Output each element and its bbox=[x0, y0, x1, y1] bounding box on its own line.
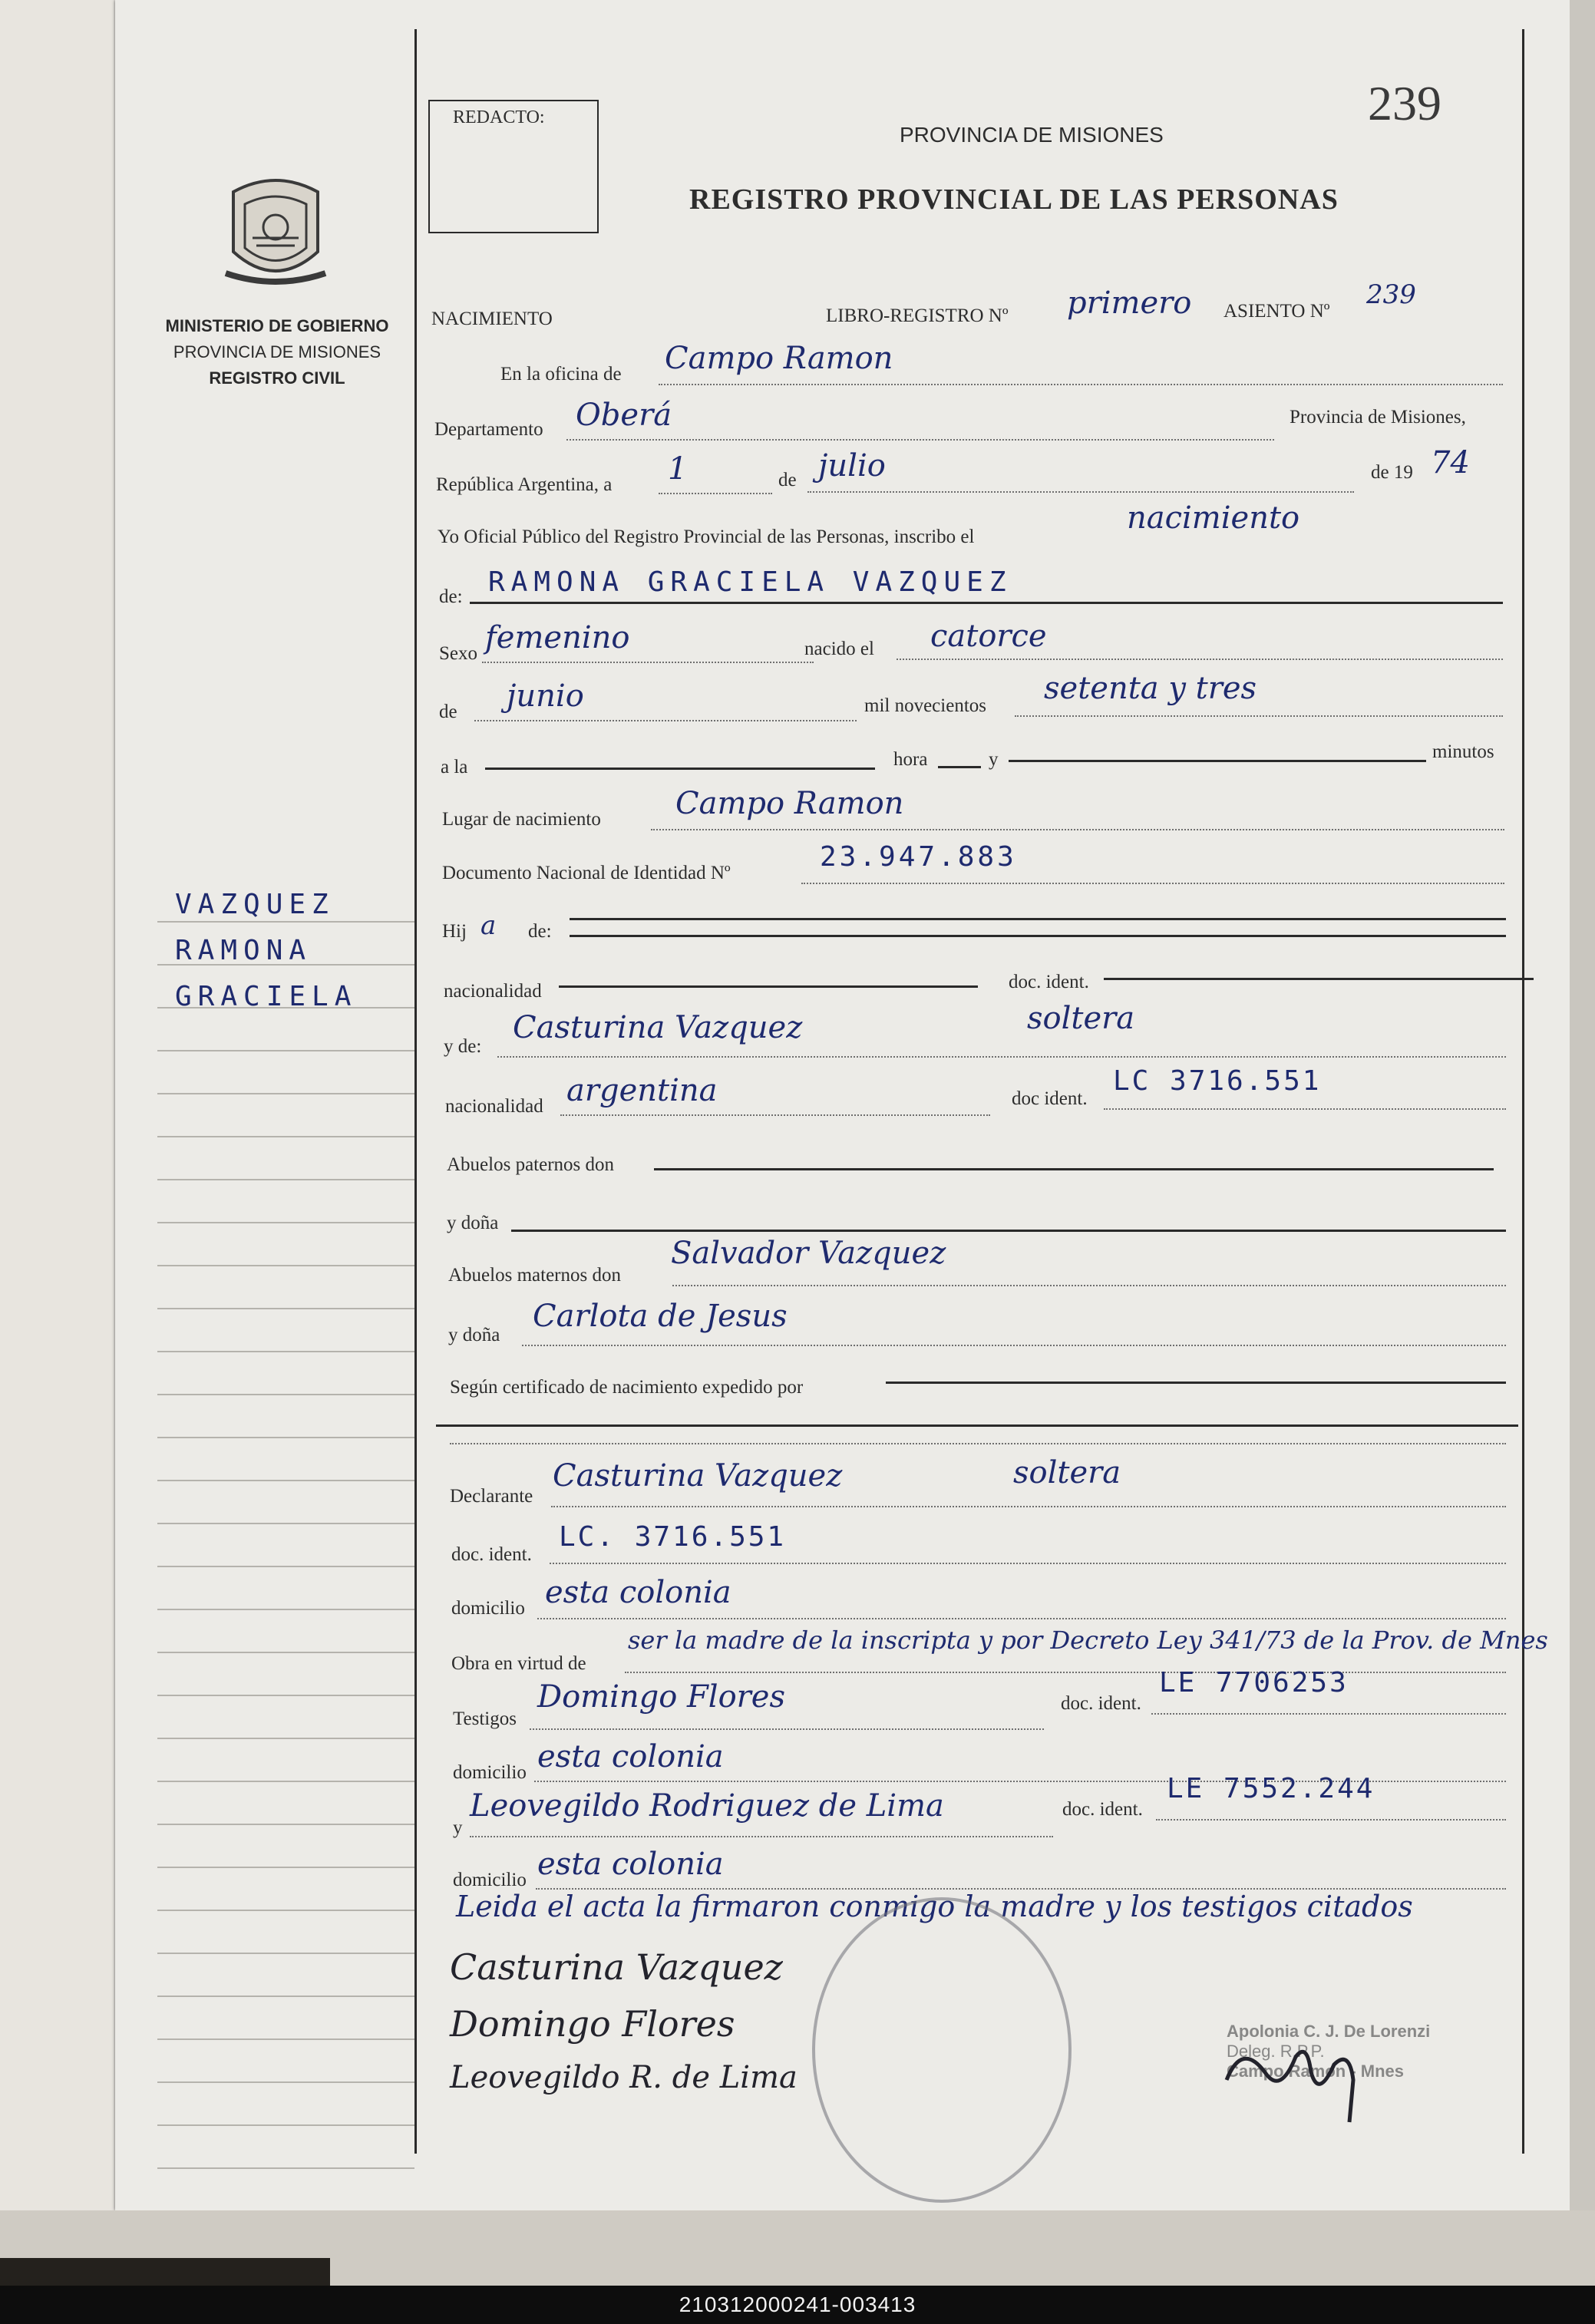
redacto-box bbox=[428, 100, 599, 233]
oficina-label: En la oficina de bbox=[500, 364, 622, 385]
obra-label: Obra en virtud de bbox=[451, 1653, 586, 1674]
de-mes-label: de bbox=[439, 701, 457, 722]
dia-value: 1 bbox=[668, 451, 688, 487]
margin-ruled-line bbox=[157, 1738, 414, 1739]
abuelo-materno-value: Salvador Vazquez bbox=[671, 1236, 946, 1271]
margin-ruled-line bbox=[157, 1394, 414, 1395]
margin-ruled-line bbox=[157, 2167, 414, 2169]
y-label: y bbox=[989, 749, 999, 770]
doc-ident-declarante-label: doc. ident. bbox=[451, 1544, 532, 1565]
misiones-coat-of-arms-icon bbox=[218, 175, 333, 296]
margin-ruled-line bbox=[157, 1953, 414, 1954]
page-number: 239 bbox=[1368, 76, 1441, 130]
minutos-label: minutos bbox=[1432, 741, 1494, 762]
margin-ruled-line bbox=[157, 1652, 414, 1653]
margin-ruled-line bbox=[157, 1695, 414, 1696]
firma-testigo2: Leovegildo R. de Lima bbox=[450, 2060, 798, 2095]
margin-ruled-line bbox=[157, 2081, 414, 2083]
official-title: Deleg. R.P.P. bbox=[1227, 2042, 1325, 2061]
doc-ident-testigo2-value: LE 7552.244 bbox=[1167, 1773, 1375, 1804]
nacido-label: nacido el bbox=[804, 639, 874, 659]
madre-estado-value: soltera bbox=[1027, 1001, 1135, 1036]
image-caption: 210312000241-003413 bbox=[0, 2286, 1595, 2324]
margin-ruled-line bbox=[157, 1265, 414, 1266]
republica-label: República Argentina, a bbox=[436, 474, 613, 495]
testigo1-value: Domingo Flores bbox=[537, 1679, 785, 1715]
facing-left-page bbox=[0, 0, 129, 2256]
nacionalidad-madre-value: argentina bbox=[566, 1073, 718, 1108]
madre-value: Casturina Vazquez bbox=[513, 1010, 803, 1045]
official-name: Apolonia C. J. De Lorenzi bbox=[1227, 2022, 1431, 2041]
abuelos-paternos-label: Abuelos paternos don bbox=[447, 1154, 615, 1175]
doc-ident-testigo1-value: LE 7706253 bbox=[1159, 1667, 1349, 1698]
nombre-value: RAMONA GRACIELA VAZQUEZ bbox=[488, 566, 1012, 598]
nacionalidad-madre-label: nacionalidad bbox=[445, 1096, 543, 1117]
doc-ident-declarante-value: LC. 3716.551 bbox=[559, 1521, 787, 1553]
margin-ruled-line bbox=[157, 1824, 414, 1825]
official-place: Campo Ramon - Mnes bbox=[1227, 2062, 1405, 2081]
nacido-value: catorce bbox=[930, 619, 1047, 654]
asiento-value: 239 bbox=[1366, 279, 1416, 310]
obra-value: ser la madre de la inscripta y por Decreto Ley 341/73 de la Prov. de Mnes bbox=[628, 1626, 1548, 1655]
registry-heading: REGISTRO PROVINCIAL DE LAS PERSONAS bbox=[689, 183, 1339, 216]
oficina-value: Campo Ramon bbox=[665, 341, 893, 376]
margin-ruled-line bbox=[157, 1867, 414, 1868]
doc-ident-testigo2-label: doc. ident. bbox=[1062, 1799, 1143, 1820]
domicilio-testigo1-value: esta colonia bbox=[537, 1739, 724, 1774]
margin-ruled-line bbox=[157, 1480, 414, 1481]
hora-label: hora bbox=[893, 749, 928, 770]
doc-ident-label: doc. ident. bbox=[1009, 972, 1089, 992]
y-dona-materna-label: y doña bbox=[448, 1325, 500, 1345]
margin-ruled-line bbox=[157, 1136, 414, 1137]
province-line: PROVINCIA DE MISIONES bbox=[173, 342, 381, 361]
testigo2-value: Leovegildo Rodriguez de Lima bbox=[470, 1788, 944, 1824]
hij-de-label: de: bbox=[528, 921, 552, 942]
provincia-label: Provincia de Misiones, bbox=[1290, 407, 1466, 427]
anio-nacimiento-value: setenta y tres bbox=[1044, 671, 1257, 706]
margin-ruled-line bbox=[157, 1050, 414, 1051]
de-nombre-label: de: bbox=[439, 586, 463, 607]
domicilio-value: esta colonia bbox=[545, 1575, 731, 1610]
margin-ruled-line bbox=[157, 1308, 414, 1309]
doc-ident-madre-value: LC 3716.551 bbox=[1113, 1065, 1322, 1097]
doc-ident-madre-label: doc ident. bbox=[1012, 1088, 1088, 1109]
sexo-value: femenino bbox=[485, 620, 630, 655]
mes-nacimiento-value: junio bbox=[507, 678, 584, 714]
dni-value: 23.947.883 bbox=[820, 841, 1017, 873]
margin-ruled-line bbox=[157, 1566, 414, 1567]
hij-label: Hij bbox=[442, 921, 467, 942]
margin-ruled-line bbox=[157, 1437, 414, 1438]
margin-ruled-line bbox=[157, 1609, 414, 1610]
de-label: de bbox=[778, 470, 797, 490]
asiento-label: ASIENTO Nº bbox=[1223, 301, 1330, 322]
margin-ruled-line bbox=[157, 921, 414, 923]
declarante-value: Casturina Vazquez bbox=[553, 1458, 843, 1494]
margin-ruled-line bbox=[157, 1093, 414, 1094]
margin-ruled-line bbox=[157, 1781, 414, 1782]
domicilio-label: domicilio bbox=[451, 1598, 525, 1619]
a-la-label: a la bbox=[441, 757, 468, 777]
margin-ruled-line bbox=[157, 1351, 414, 1352]
lugar-value: Campo Ramon bbox=[675, 786, 904, 821]
firma-madre: Casturina Vazquez bbox=[450, 1946, 783, 1988]
mes-value: julio bbox=[818, 448, 886, 484]
margin-first-name: RAMONA bbox=[175, 935, 312, 966]
doc-ident-testigo1-label: doc. ident. bbox=[1061, 1693, 1141, 1714]
testigos-label: Testigos bbox=[453, 1708, 517, 1729]
lugar-label: Lugar de nacimiento bbox=[442, 809, 601, 830]
domicilio-testigo2-value: esta colonia bbox=[537, 1847, 724, 1882]
y-dona-paterna-label: y doña bbox=[447, 1213, 499, 1233]
anio-value: 74 bbox=[1431, 445, 1470, 480]
nacionalidad-label: nacionalidad bbox=[444, 981, 542, 1002]
margin-ruled-line bbox=[157, 1996, 414, 1997]
yo-oficial-label: Yo Oficial Público del Registro Provincial de las Personas, inscribo el bbox=[438, 527, 975, 547]
redacto-label: REDACTO: bbox=[453, 107, 545, 127]
registro-civil-line: REGISTRO CIVIL bbox=[209, 368, 345, 388]
y-de-label: y de: bbox=[444, 1036, 482, 1057]
declarante-estado-value: soltera bbox=[1013, 1455, 1121, 1490]
de19-label: de 19 bbox=[1371, 462, 1413, 483]
official-round-stamp bbox=[812, 1897, 1072, 2203]
hij-suffix: a bbox=[480, 910, 497, 941]
domicilio-testigo2-label: domicilio bbox=[453, 1870, 527, 1890]
official-signature-scribble bbox=[1219, 2026, 1395, 2126]
ministry-line: MINISTERIO DE GOBIERNO bbox=[165, 316, 389, 335]
firma-testigo1: Domingo Flores bbox=[450, 2003, 735, 2045]
margin-ruled-line bbox=[157, 2124, 414, 2126]
mil-novecientos-label: mil novecientos bbox=[864, 695, 986, 716]
margin-ruled-line bbox=[157, 1222, 414, 1223]
margin-ruled-line bbox=[157, 1910, 414, 1911]
dni-label: Documento Nacional de Identidad Nº bbox=[442, 863, 731, 883]
abuelos-maternos-label: Abuelos maternos don bbox=[448, 1265, 621, 1286]
domicilio-testigo1-label: domicilio bbox=[453, 1762, 527, 1783]
page-edge-shadow bbox=[1570, 0, 1595, 2210]
ministry-block bbox=[150, 313, 404, 391]
sexo-label: Sexo bbox=[439, 643, 477, 664]
y-testigo2-label: y bbox=[453, 1817, 463, 1838]
record-type-label: NACIMIENTO bbox=[431, 309, 553, 329]
libro-value: primero bbox=[1067, 286, 1192, 321]
yo-oficial-value: nacimiento bbox=[1127, 500, 1300, 536]
margin-surname: VAZQUEZ bbox=[175, 889, 335, 920]
abuela-materna-value: Carlota de Jesus bbox=[533, 1299, 788, 1334]
declarante-label: Declarante bbox=[450, 1486, 533, 1507]
nota-value: Leida el acta la firmaron conmigo la madre y los testigos citados bbox=[456, 1890, 1413, 1923]
departamento-label: Departamento bbox=[434, 419, 543, 440]
margin-ruled-line bbox=[157, 2038, 414, 2040]
departamento-value: Oberá bbox=[576, 398, 672, 433]
segun-certificado-label: Según certificado de nacimiento expedido por bbox=[450, 1377, 804, 1398]
margin-middle-name: GRACIELA bbox=[175, 981, 358, 1012]
margin-ruled-line bbox=[157, 1179, 414, 1180]
margin-ruled-line bbox=[157, 1523, 414, 1524]
province-heading: PROVINCIA DE MISIONES bbox=[900, 123, 1164, 147]
libro-label: LIBRO-REGISTRO Nº bbox=[826, 305, 1009, 326]
